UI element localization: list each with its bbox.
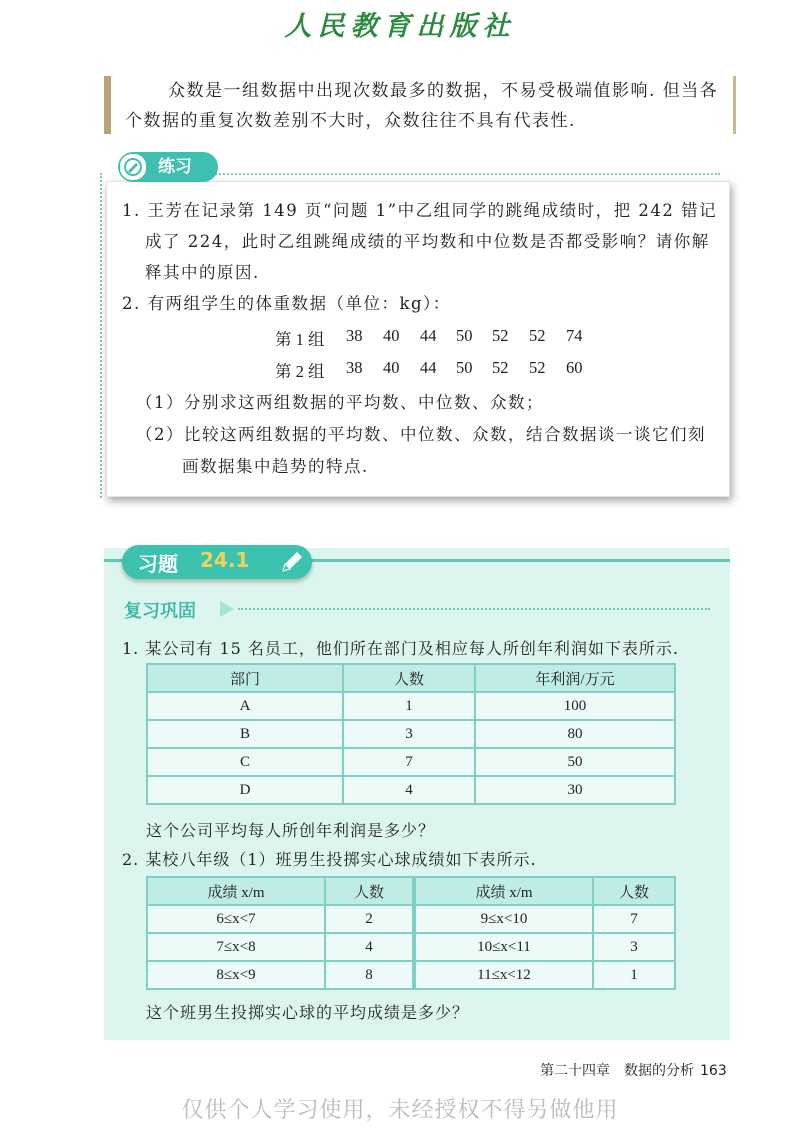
table-header: 年利润/万元 <box>475 664 675 692</box>
practice-icon <box>119 153 147 181</box>
profit-table <box>146 663 676 805</box>
table-row <box>147 692 675 720</box>
table-cell: 9≤x<10 <box>414 905 593 933</box>
exercise-q2-text: 2. 某校八年级（1）班男生投掷实心球成绩如下表所示. <box>122 850 537 869</box>
group-label: 第 1 组 <box>275 330 325 349</box>
practice-q2-sub1: （1）分别求这两组数据的平均数、中位数、众数； <box>136 393 544 412</box>
note-line-1: 众数是一组数据中出现次数最多的数据，不易受极端值影响. 但当各 <box>168 81 719 101</box>
shot-put-table <box>146 876 676 990</box>
table-cell: 8≤x<9 <box>147 961 325 989</box>
table-cell: 1 <box>343 692 475 720</box>
table-cell: 2 <box>325 905 414 933</box>
triangle-arrow-icon <box>218 600 236 618</box>
weight-value: 52 <box>492 326 509 345</box>
weight-row-group-1 <box>0 326 800 348</box>
table-cell: 80 <box>475 720 675 748</box>
weight-row-group-2 <box>0 358 800 380</box>
practice-q1-line-3: 释其中的原因. <box>145 263 260 282</box>
exercise-title-prefix: 习题 <box>138 552 178 576</box>
table-header: 成绩 x/m <box>414 877 593 905</box>
practice-title: 练习 <box>158 157 192 177</box>
practice-heading <box>118 152 218 182</box>
weight-value: 50 <box>456 326 473 345</box>
practice-q2-sub2-line-1: （2）比较这两组数据的平均数、中位数、众数，结合数据谈一谈它们刻 <box>136 425 706 444</box>
weight-value: 52 <box>529 326 546 345</box>
weight-value: 52 <box>529 358 546 377</box>
table-cell: B <box>147 720 343 748</box>
weight-value: 44 <box>420 358 437 377</box>
table-header: 人数 <box>343 664 475 692</box>
table-header: 成绩 x/m <box>147 877 325 905</box>
table-cell: A <box>147 692 343 720</box>
table-row <box>147 720 675 748</box>
table-row <box>147 933 675 961</box>
weight-value: 52 <box>492 358 509 377</box>
exercise-q1-text: 1. 某公司有 15 名员工，他们所在部门及相应每人所创年利润如下表所示. <box>122 639 679 658</box>
practice-dotted-border-top <box>200 173 720 175</box>
table-cell: 3 <box>343 720 475 748</box>
practice-q2-stem: 2. 有两组学生的体重数据（单位：kg）： <box>122 294 451 313</box>
exercise-q2-question: 这个班男生投掷实心球的平均成绩是多少？ <box>146 1003 470 1022</box>
weight-value: 38 <box>346 326 363 345</box>
table-row <box>147 776 675 804</box>
table-cell: 100 <box>475 692 675 720</box>
weight-value: 40 <box>383 326 400 345</box>
exercise-title-number: 24.1 <box>200 548 250 572</box>
table-cell: 7≤x<8 <box>147 933 325 961</box>
review-section-title: 复习巩固 <box>124 601 196 622</box>
weight-value: 44 <box>420 326 437 345</box>
table-cell: C <box>147 748 343 776</box>
pencil-icon <box>279 549 305 575</box>
note-line-2: 个数据的重复次数差别不大时，众数往往不具有代表性. <box>125 111 576 131</box>
table-cell: 4 <box>343 776 475 804</box>
group-label: 第 2 组 <box>275 362 325 381</box>
table-cell: 1 <box>593 961 675 989</box>
table-row <box>147 961 675 989</box>
table-cell: 6≤x<7 <box>147 905 325 933</box>
mode-note <box>104 76 736 134</box>
table-cell: 7 <box>343 748 475 776</box>
weight-value: 60 <box>566 358 583 377</box>
weight-value: 50 <box>456 358 473 377</box>
table-cell: 50 <box>475 748 675 776</box>
exercise-heading <box>122 545 312 579</box>
table-cell: 3 <box>593 933 675 961</box>
weight-value: 40 <box>383 358 400 377</box>
table-cell: 7 <box>593 905 675 933</box>
table-cell: 4 <box>325 933 414 961</box>
table-header: 部门 <box>147 664 343 692</box>
table-header: 人数 <box>325 877 414 905</box>
table-cell: 8 <box>325 961 414 989</box>
weight-value: 74 <box>566 326 583 345</box>
publisher-logo: 人民教育出版社 <box>284 11 516 42</box>
weight-value: 38 <box>346 358 363 377</box>
practice-q1-line-1: 1. 王芳在记录第 149 页“问题 1”中乙组同学的跳绳成绩时，把 242 错记 <box>122 201 718 220</box>
table-cell: D <box>147 776 343 804</box>
table-row <box>147 748 675 776</box>
practice-q2-sub2-line-2: 画数据集中趋势的特点. <box>182 457 369 476</box>
review-dotted-rule <box>238 608 710 610</box>
page-footer <box>540 1060 727 1080</box>
table-cell: 11≤x<12 <box>414 961 593 989</box>
chapter-title: 第二十四章 数据的分析 <box>540 1063 694 1079</box>
exercise-q1-question: 这个公司平均每人所创年利润是多少？ <box>146 821 436 840</box>
table-cell: 10≤x<11 <box>414 933 593 961</box>
page-number: 163 <box>700 1063 727 1079</box>
watermark: 仅供个人学习使用，未经授权不得另做他用 <box>181 1098 619 1123</box>
practice-q1-line-2: 成了 224，此时乙组跳绳成绩的平均数和中位数是否都受影响？请你解 <box>145 232 710 251</box>
table-row <box>147 905 675 933</box>
table-cell: 30 <box>475 776 675 804</box>
table-header: 人数 <box>593 877 675 905</box>
